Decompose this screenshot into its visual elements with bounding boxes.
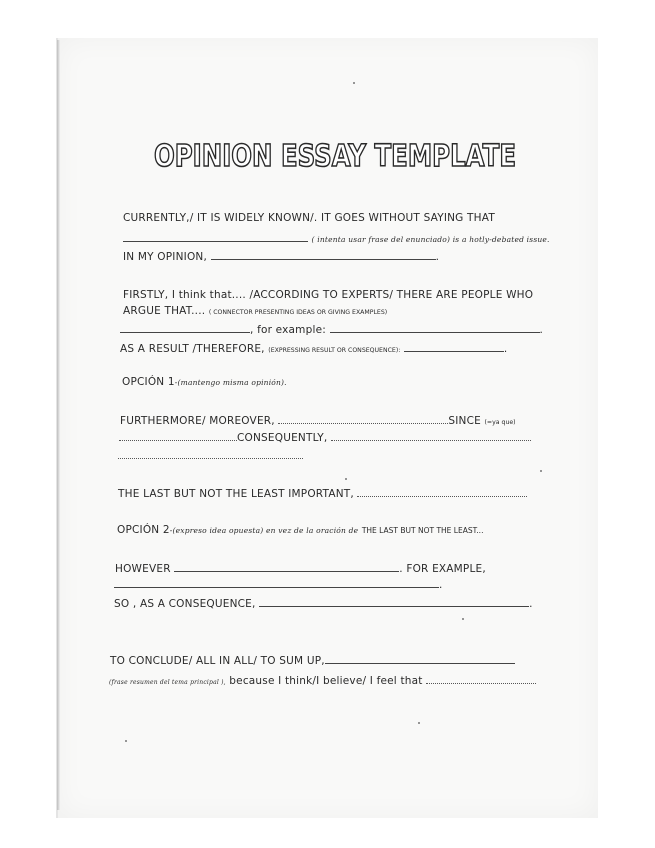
note-last: THE LAST BUT NOT THE LEAST... [361,526,484,535]
blank-14[interactable] [325,654,515,664]
text-for-example-2: . FOR EXAMPLE, [399,563,486,575]
text-last: THE LAST BUT NOT THE LEAST IMPORTANT, [118,488,354,500]
text-because: because I think/I believe/ I feel that [229,675,423,687]
paper-speck [418,722,420,724]
paper-speck [353,82,355,84]
line-opcion2 [117,524,483,536]
text-opcion2: OPCIÓN 2 [117,524,170,536]
line-last [118,487,527,500]
blank-4[interactable] [330,323,540,333]
note-opcion1: -(mantengo misma opinión). [174,378,287,387]
blank-2[interactable] [211,250,436,260]
text-however: HOWEVER [115,563,171,575]
blank-9[interactable] [118,449,303,459]
text-consequently: CONSEQUENTLY, [237,432,328,444]
note-summary: (frase resumen del tema principal ), [109,679,226,686]
text-as-result: AS A RESULT /THEREFORE, [120,343,265,355]
note-opcion2: -(expreso idea opuesta) en vez de la oración de [169,526,359,535]
line-example: , for example: . [120,323,543,336]
text-so: SO , AS A CONSEQUENCE, [114,598,256,610]
note-since: (=ya que) [484,419,516,426]
line-debated [123,232,550,245]
blank-1[interactable] [123,232,308,242]
note-connector: ( CONNECTOR PRESENTING IDEAS OR GIVING EXAMPLES) [208,309,388,316]
line-so: SO , AS A CONSEQUENCE, . [114,598,533,610]
line-because [109,674,536,687]
paper-speck [345,478,347,480]
paper-edge [57,40,60,810]
line-however-extra: . [114,578,443,591]
blank-5[interactable] [404,342,504,352]
line-conclude [110,654,515,667]
page-title [150,128,520,178]
line-consequently [119,431,531,444]
paper-speck [125,740,127,742]
blank-6[interactable] [278,414,448,424]
blank-7[interactable] [119,431,237,441]
paper-speck [462,618,464,620]
text-furthermore: FURTHERMORE/ MOREOVER, [120,415,275,427]
blank-15[interactable] [426,674,536,684]
text-opcion1: OPCIÓN 1 [122,376,175,388]
line-however [115,562,486,575]
title-text: OPINION ESSAY TEMPLATE [154,139,516,174]
text-firstly: FIRSTLY, I think that.... /ACCORDING TO EXPERTS/ THERE ARE PEOPLE WHO [123,289,534,301]
line-firstly [123,289,533,301]
line-dotted-extra [118,449,303,462]
text-conclude: TO CONCLUDE/ ALL IN ALL/ TO SUM UP, [110,655,325,667]
blank-8[interactable] [331,431,531,441]
line-result: AS A RESULT /THEREFORE, (EXPRESSING RESULT OR CONSEQUENCE): . [120,343,508,355]
blank-11[interactable] [174,562,399,572]
note-result: (EXPRESSING RESULT OR CONSEQUENCE): [268,347,401,354]
text-since: SINCE [448,415,481,427]
blank-13[interactable] [259,597,529,607]
line-opinion: IN MY OPINION, . [123,251,440,263]
line-furthermore [120,414,516,427]
blank-3[interactable] [120,323,250,333]
text-for-example: , for example: [250,324,326,336]
paper-speck [540,470,542,472]
line-currently [123,212,495,224]
line-argue [123,305,387,317]
text-currently: CURRENTLY,/ IT IS WIDELY KNOWN/. IT GOES WITHOUT SAYING THAT [123,212,495,224]
blank-10[interactable] [357,487,527,497]
blank-12[interactable] [114,578,439,588]
text-argue: ARGUE THAT.... [123,305,206,317]
text-opinion: IN MY OPINION, [123,251,208,263]
note-debated: ( intenta usar frase del enunciado) is a hotly-debated issue. [311,235,550,244]
line-opcion1 [122,376,287,388]
